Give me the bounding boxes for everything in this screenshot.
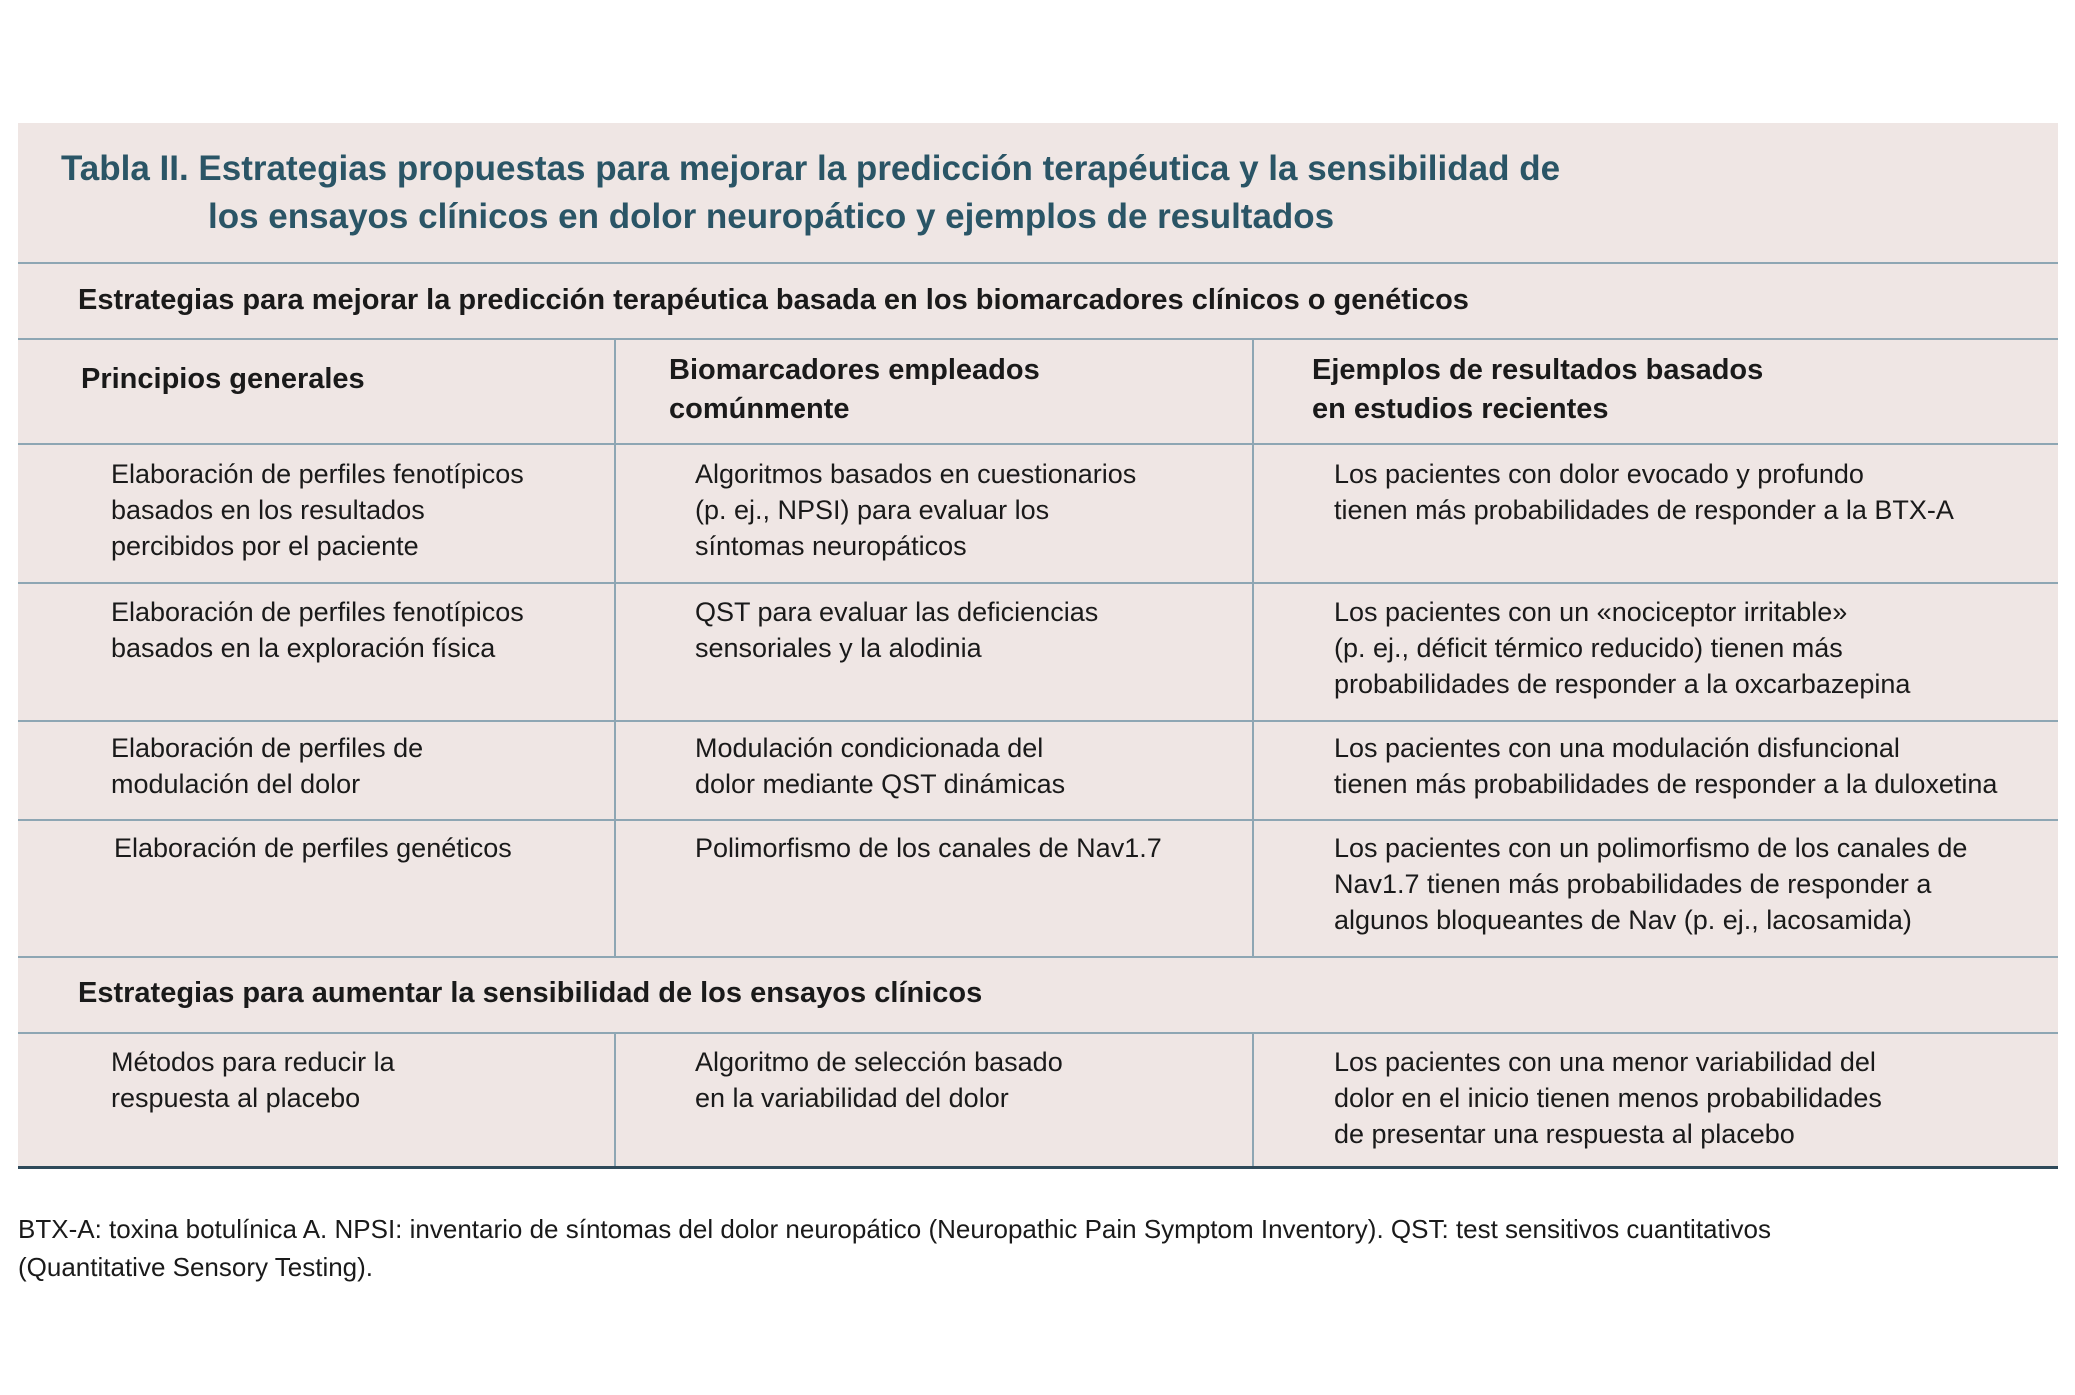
table-cell: Elaboración de perfiles genéticos [114, 833, 512, 863]
table-cell: Los pacientes con un polimorfismo de los canales de Nav1.7 tienen más probabilidades de responder a algunos bloqueantes de Nav (p. ej., lacosamida) [1334, 833, 1968, 935]
divider [18, 262, 2058, 264]
divider [18, 956, 2058, 958]
section-heading-sensitivity: Estrategias para aumentar la sensibilidad de los ensayos clínicos [78, 977, 983, 1009]
column-header-principles: Principios generales [81, 363, 365, 395]
table-title [61, 145, 1761, 241]
section-heading-prediction: Estrategias para mejorar la predicción terapéutica basada en los biomarcadores clínicos o genéticos [78, 284, 1469, 316]
table-title-line-1: Tabla II. Estrategias propuestas para mejorar la predicción terapéutica y la sensibilidad de [61, 149, 1561, 188]
divider [18, 720, 2058, 722]
table-cell: Algoritmos basados en cuestionarios (p. ej., NPSI) para evaluar los síntomas neuropáticos [695, 459, 1137, 561]
divider [18, 338, 2058, 340]
table-cell: Elaboración de perfiles fenotípicos basados en los resultados percibidos por el paciente [111, 459, 524, 561]
column-divider [614, 338, 616, 956]
divider [18, 819, 2058, 821]
divider [18, 443, 2058, 445]
column-header-biomarkers: Biomarcadores empleados comúnmente [669, 354, 1040, 425]
table-title-line-2: los ensayos clínicos en dolor neuropático y ejemplos de resultados [208, 197, 1335, 236]
table-cell: Elaboración de perfiles de modulación del dolor [111, 733, 424, 799]
table-cell: QST para evaluar las deficiencias sensoriales y la alodinia [695, 597, 1099, 663]
column-header-examples: Ejemplos de resultados basados en estudios recientes [1312, 354, 1764, 425]
divider [18, 1032, 2058, 1034]
table-cell: Los pacientes con dolor evocado y profundo tienen más probabilidades de responder a la BTX-A [1334, 459, 1954, 525]
table-cell: Modulación condicionada del dolor mediante QST dinámicas [695, 733, 1066, 799]
table-cell: Elaboración de perfiles fenotípicos basados en la exploración física [111, 597, 524, 663]
table-cell: Los pacientes con una modulación disfuncional tienen más probabilidades de responder a la duloxetina [1334, 733, 1998, 799]
table-cell: Algoritmo de selección basado en la variabilidad del dolor [695, 1047, 1063, 1113]
table-cell: Los pacientes con una menor variabilidad del dolor en el inicio tienen menos probabilidades de presentar una respuesta al placebo [1334, 1047, 1882, 1149]
table-container [18, 123, 2058, 1169]
column-divider [1252, 1032, 1254, 1166]
column-divider [1252, 338, 1254, 956]
table-footnote: BTX-A: toxina botulínica A. NPSI: inventario de síntomas del dolor neuropático (Neuropathic Pain Symptom Inventory). QST: test sensitivos cuantitativos (Quantitative Sensory Testing). [18, 1214, 1771, 1282]
table-cell: Polimorfismo de los canales de Nav1.7 [695, 833, 1162, 863]
column-divider [614, 1032, 616, 1166]
table-cell: Los pacientes con un «nociceptor irritable» (p. ej., déficit térmico reducido) tienen más probabilidades de responder a la oxcarbazepina [1334, 597, 1911, 699]
divider [18, 582, 2058, 584]
table-cell: Métodos para reducir la respuesta al placebo [111, 1047, 395, 1113]
